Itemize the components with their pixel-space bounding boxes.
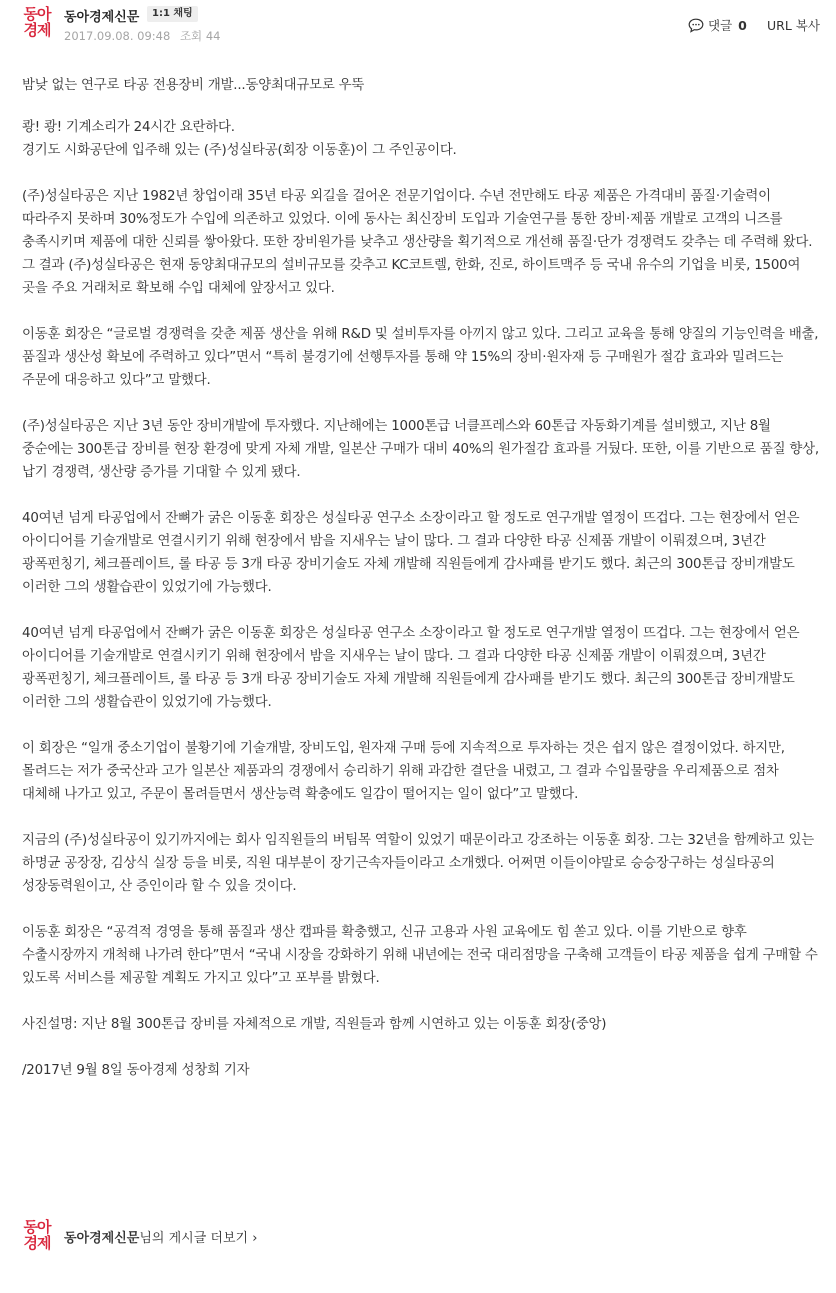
comment-label: 댓글 bbox=[708, 18, 733, 33]
post-date: 2017.09.08. 09:48 bbox=[64, 29, 171, 43]
article-paragraph: (주)성실타공은 지난 3년 동안 장비개발에 투자했다. 지난해에는 1000톤급 너클프레스와 60톤급 자동화기계를 설비했고, 지난 8월 중순에는 300톤급 장비를 현장 환경에 맞게 자체 개발, 일본산 구매가 대비 40%의 원가절감 효과를 거뒀다. 또한, 이를 기반으로 품질 향상, 납기 경쟁력, 생산량 증가를 기대할 수 있게 됐다. bbox=[22, 419, 819, 480]
view-count: 조회 44 bbox=[179, 29, 221, 43]
more-author-name: 동아경제신문 bbox=[64, 1231, 140, 1246]
article-paragraph: 이동훈 회장은 “공격적 경영을 통해 품질과 생산 캡파를 확충했고, 신규 고용과 사원 교육에도 힘 쏟고 있다. 이를 기반으로 향후 수출시장까지 개척해 나가려 한다”면서 “국내 시장을 강화하기 위해 내년에는 전국 대리점망을 구축해 고객들이 타공 제품을 쉽게 구매할 수 있도록 서비스를 제공할 계획도 가지고 있다”고 포부를 밝혔다. bbox=[22, 925, 818, 986]
article-paragraph: (주)성실타공은 지난 1982년 창업이래 35년 타공 외길을 걸어온 전문기업이다. 수년 전만해도 타공 제품은 가격대비 품질·기술력이 따라주지 못하며 30%정도가 수입에 의존하고 있었다. 이에 동사는 최신장비 도입과 기술연구를 통한 장비·제품 개발로 고객의 니즈를 충족시키며 제품에 대한 신뢰를 쌓아왔다. 또한 장비원가를 낮추고 생산량을 획기적으로 개선해 품질·단가 경쟁력도 갖추는 데 주력해 왔다. bbox=[22, 189, 813, 250]
logo-line-1: 동아 bbox=[23, 1218, 51, 1236]
logo-line-1: 동아 bbox=[23, 5, 51, 23]
author-logo[interactable] bbox=[20, 6, 54, 40]
photo-caption: 사진설명: 지난 8월 300톤급 장비를 자체적으로 개발, 직원들과 함께 시연하고 있는 이동훈 회장(중앙) bbox=[22, 1017, 607, 1032]
author-name[interactable]: 동아경제신문 bbox=[64, 10, 140, 25]
article-paragraph: 이동훈 회장은 “글로벌 경쟁력을 갖춘 제품 생산을 위해 R&D 및 설비투자를 아끼지 않고 있다. 그리고 교육을 통해 양질의 기능인력을 배출, 품질과 생산성 확보에 주력하고 있다”면서 “특히 불경기에 선행투자를 통해 약 15%의 장비·원자재 등 구매원가 절감 효과와 밀려드는 주문에 대응하고 있다”고 말했다. bbox=[22, 327, 819, 388]
logo-line-2: 경제 bbox=[23, 1234, 51, 1252]
comment-count: 0 bbox=[738, 17, 747, 33]
article-paragraph: 쾅! 쾅! 기계소리가 24시간 요란하다. bbox=[22, 120, 235, 135]
article-paragraph: 이 회장은 “일개 중소기업이 불황기에 기술개발, 장비도입, 원자재 구매 등에 지속적으로 투자하는 것은 쉽지 않은 결정이었다. 하지만, 몰려드는 저가 중국산과 고가 일본산 제품과의 경쟁에서 승리하기 위해 과감한 결단을 내렸고, 그 결과 수입물량을 우리제품으로 점차 대체해 나가고 있고, 주문이 몰려들면서 생산능력 확충에도 일감이 떨어지는 일이 없다”고 말했다. bbox=[22, 741, 785, 802]
more-posts-label: 님의 게시글 더보기 bbox=[139, 1231, 249, 1246]
post-header bbox=[0, 0, 836, 52]
article-body bbox=[22, 74, 820, 1082]
post-meta bbox=[64, 28, 220, 44]
logo-line-2: 경제 bbox=[23, 21, 51, 39]
article-paragraph: 지금의 (주)성실타공이 있기까지에는 회사 임직원들의 버팀목 역할이 있었기 때문이라고 강조하는 이동훈 회장. 그는 32년을 함께하고 있는 하명균 공장장, 김상식 실장 등을 비롯, 직원 대부분이 장기근속자들이라고 소개했다. 어쩌면 이들이야말로 승승장구하는 성실타공의 성장동력원이고, 산 증인이라 할 수 있을 것이다. bbox=[22, 833, 815, 894]
author-logo-small[interactable] bbox=[20, 1219, 54, 1253]
more-posts-link[interactable] bbox=[64, 1227, 257, 1246]
comment-button[interactable] bbox=[688, 16, 747, 34]
article-paragraph: 경기도 시화공단에 입주해 있는 (주)성실타공(회장 이동훈)이 그 주인공이다. bbox=[22, 143, 457, 158]
chat-button[interactable]: 1:1 채팅 bbox=[147, 6, 198, 22]
url-copy-button[interactable]: URL 복사 bbox=[767, 18, 820, 33]
article-paragraph: 그 결과 (주)성실타공은 현재 동양최대규모의 설비규모를 갖추고 KC코트렐, 한화, 진로, 하이트맥주 등 국내 유수의 기업을 비롯, 1500여 곳을 주요 거래처로 확보해 수입 대체에 앞장서고 있다. bbox=[22, 258, 801, 296]
more-posts-footer bbox=[0, 1216, 836, 1256]
byline: /2017년 9월 8일 동아경제 성창희 기자 bbox=[22, 1063, 250, 1078]
article-title: 밤낮 없는 연구로 타공 전용장비 개발...동양최대규모로 우뚝 bbox=[22, 78, 365, 93]
comment-icon bbox=[688, 18, 704, 33]
article-paragraph: 40여년 넘게 타공업에서 잔뼈가 굵은 이동훈 회장은 성실타공 연구소 소장이라고 할 정도로 연구개발 열정이 뜨겁다. 그는 현장에서 얻은 아이디어를 기술개발로 연결시키기 위해 현장에서 밤을 지새우는 날이 많다. 그 결과 다양한 타공 신제품 개발이 이뤄졌으며, 3년간 광폭펀칭기, 체크플레이트, 롤 타공 등 3개 타공 장비기술도 자체 개발해 직원들에게 감사패를 받기도 했다. 최근의 300톤급 장비개발도 이러한 그의 생활습관이 있었기에 가능했다. bbox=[22, 626, 800, 710]
chevron-right-icon: › bbox=[252, 1231, 258, 1246]
article-paragraph: 40여년 넘게 타공업에서 잔뼈가 굵은 이동훈 회장은 성실타공 연구소 소장이라고 할 정도로 연구개발 열정이 뜨겁다. 그는 현장에서 얻은 아이디어를 기술개발로 연결시키기 위해 현장에서 밤을 지새우는 날이 많다. 그 결과 다양한 타공 신제품 개발이 이뤄졌으며, 3년간 광폭펀칭기, 체크플레이트, 롤 타공 등 3개 타공 장비기술도 자체 개발해 직원들에게 감사패를 받기도 했다. 최근의 300톤급 장비개발도 이러한 그의 생활습관이 있었기에 가능했다. bbox=[22, 511, 800, 595]
